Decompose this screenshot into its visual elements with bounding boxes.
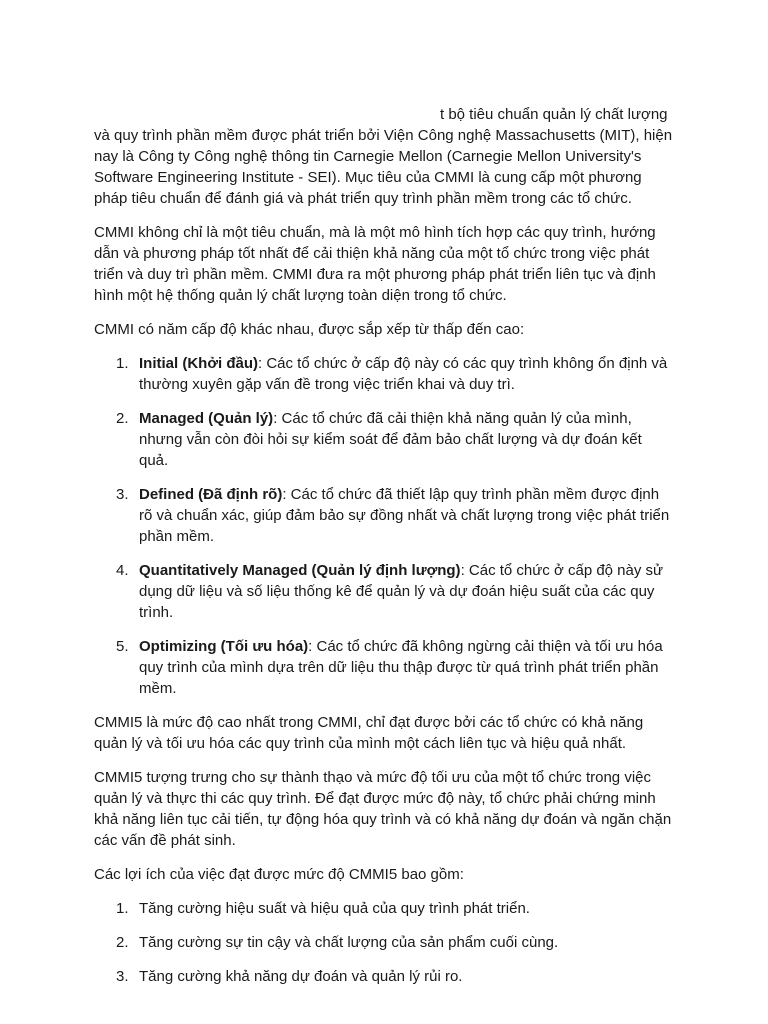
- level-term: Managed (Quản lý): [139, 410, 274, 427]
- cmmi-levels-list: [94, 353, 674, 699]
- list-number: 2.: [116, 410, 129, 427]
- list-item: [94, 560, 674, 623]
- list-number: 3.: [116, 486, 129, 503]
- list-number: 2.: [116, 934, 129, 951]
- list-number: 1.: [116, 355, 129, 372]
- cmmi-description-paragraph: CMMI không chỉ là một tiêu chuẩn, mà là một mô hình tích hợp các quy trình, hướng dẫn và phương pháp tốt nhất để cải thiện khả năng của một tổ chức trong việc phát triển và duy trì phần mềm. CMMI đưa ra một phương pháp phát triển liên tục và định hình một hệ thống quản lý chất lượng toàn diện trong tổ chức.: [94, 224, 656, 304]
- level-term: Quantitatively Managed (Quản lý định lượng): [139, 562, 461, 579]
- benefit-text: Tăng cường khả năng dự đoán và quản lý rủi ro.: [139, 968, 463, 985]
- level-term: Defined (Đã định rõ): [139, 486, 283, 503]
- list-item: [94, 932, 674, 953]
- cmmi5-definition-paragraph: CMMI5 là mức độ cao nhất trong CMMI, chỉ đạt được bởi các tổ chức có khả năng quản lý và tối ưu hóa các quy trình của mình một cách liên tục và hiệu quả nhất.: [94, 714, 644, 752]
- benefit-text: Tăng cường sự tin cậy và chất lượng của sản phẩm cuối cùng.: [139, 934, 559, 951]
- level-description: : Các tổ chức đã không ngừng cải thiện và tối ưu hóa quy trình của mình dựa trên dữ liệu thu thập được từ quá trình phát triển phần mềm.: [139, 638, 663, 697]
- level-term: Initial (Khởi đầu): [139, 355, 258, 372]
- list-item: [94, 484, 674, 547]
- list-item: [94, 636, 674, 699]
- list-item: [94, 353, 674, 395]
- level-description: : Các tổ chức ở cấp độ này sử dụng dữ liệu và số liệu thống kê để quản lý và dự đoán hiệu suất của các quy trình.: [139, 562, 664, 621]
- list-item: [94, 408, 674, 471]
- cmmi5-detail-paragraph: CMMI5 tượng trưng cho sự thành thạo và mức độ tối ưu của một tổ chức trong việc quản lý và thực thi các quy trình. Để đạt được mức độ này, tổ chức phải chứng minh khả năng liên tục cải tiến, tự động hóa quy trình và có khả năng dự đoán và ngăn chặn các vấn đề phát sinh.: [94, 769, 672, 849]
- benefits-list: [94, 898, 674, 987]
- levels-intro-paragraph: CMMI có năm cấp độ khác nhau, được sắp xếp từ thấp đến cao:: [94, 321, 525, 338]
- list-number: 5.: [116, 638, 129, 655]
- list-number: 1.: [116, 900, 129, 917]
- level-description: : Các tổ chức đã thiết lập quy trình phần mềm được định rõ và chuẩn xác, giúp đảm bảo sự đồng nhất và chất lượng trong việc phát triển phần mềm.: [139, 486, 670, 545]
- list-number: 3.: [116, 968, 129, 985]
- list-number: 4.: [116, 562, 129, 579]
- list-item: [94, 966, 674, 987]
- level-term: Optimizing (Tối ưu hóa): [139, 638, 309, 655]
- benefit-text: Tăng cường hiệu suất và hiệu quả của quy trình phát triển.: [139, 900, 530, 917]
- level-description: : Các tổ chức ở cấp độ này có các quy trình không ổn định và thường xuyên gặp vấn đề trong việc triển khai và duy trì.: [139, 355, 668, 393]
- list-item: [94, 898, 674, 919]
- level-description: : Các tổ chức đã cải thiện khả năng quản lý của mình, nhưng vẫn còn đòi hỏi sự kiểm soát để đảm bảo chất lượng và dự đoán kết quả.: [139, 410, 642, 469]
- intro-paragraph: t bộ tiêu chuẩn quản lý chất lượng và quy trình phần mềm được phát triển bởi Viện Công nghệ Massachusetts (MIT), hiện nay là Công ty Công nghệ thông tin Carnegie Mellon (Carnegie Mellon University's Software Engineering Institute - SEI). Mục tiêu của CMMI là cung cấp một phương pháp tiêu chuẩn để đánh giá và phát triển quy trình phần mềm trong các tổ chức.: [94, 106, 673, 207]
- benefits-intro-paragraph: Các lợi ích của việc đạt được mức độ CMMI5 bao gồm:: [94, 866, 464, 883]
